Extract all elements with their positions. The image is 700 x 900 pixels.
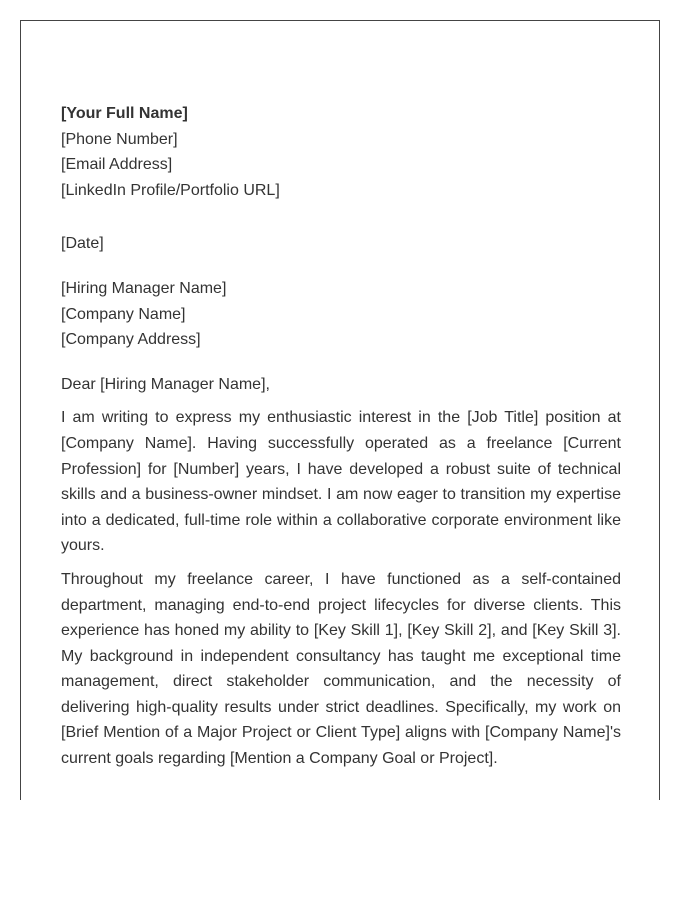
body-paragraph-2: Throughout my freelance career, I have functioned as a self-contained department, managing end-to-end project lifecycles for diverse clients. This experience has honed my ability to [Key Skill 1], [Key Skill 2], and [Key Skill 3]. My background in independent consultancy has taught me exceptional time management, direct stakeholder communication, and the necessity of delivering high-quality results under strict deadlines. Specifically, my work on [Brief Mention of a Major Project or Client Type] aligns with [Company Name]'s current goals regarding [Mention a Company Goal or Project].: [61, 570, 621, 768]
letter-page: [20, 20, 660, 800]
sender-block: [61, 101, 621, 203]
sender-phone: [Phone Number]: [61, 130, 178, 148]
recipient-address: [Company Address]: [61, 331, 201, 349]
recipient-block: [61, 276, 621, 353]
letter-date: [Date]: [61, 235, 104, 253]
salutation: Dear [Hiring Manager Name],: [61, 375, 270, 393]
sender-email: [Email Address]: [61, 156, 173, 174]
sender-name: [Your Full Name]: [61, 105, 188, 122]
recipient-company: [Company Name]: [61, 305, 186, 323]
body-paragraph-1: I am writing to express my enthusiastic interest in the [Job Title] position at [Company Name]. Having successfully operated as a freelance [Current Profession] for [Number] years, I have developed a robust suite of technical skills and a business-owner mindset. I am now eager to transition my expertise into a dedicated, full-time role within a collaborative corporate environment like yours.: [61, 409, 621, 555]
sender-linkedin: [LinkedIn Profile/Portfolio URL]: [61, 181, 280, 199]
recipient-name: [Hiring Manager Name]: [61, 279, 227, 297]
letter-content: [61, 101, 621, 772]
